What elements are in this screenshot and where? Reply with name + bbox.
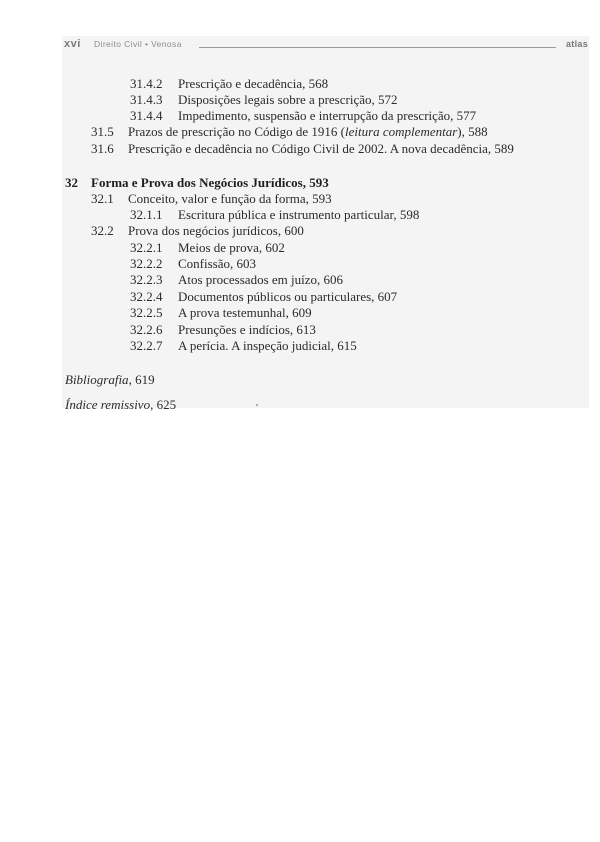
toc-entry-title: Prova dos negócios jurídicos, 600 xyxy=(128,223,304,238)
toc-entry-title: Documentos públicos ou particulares, 607 xyxy=(178,289,398,304)
toc-entry-title: Impedimento, suspensão e interrupção da prescrição, 577 xyxy=(178,108,477,123)
back-matter-page: , 619 xyxy=(128,372,155,387)
toc-entry-title: A perícia. A inspeção judicial, 615 xyxy=(178,338,357,353)
toc-entry-number: 32.1 xyxy=(91,191,114,206)
publisher-logo: atlas xyxy=(565,39,588,49)
toc-entry-title: Presunções e indícios, 613 xyxy=(178,322,316,337)
toc-entry-number: 32.2 xyxy=(91,223,114,238)
toc-entry-number: 31.4.3 xyxy=(130,92,163,107)
toc-entry-title: Confissão, 603 xyxy=(178,256,256,271)
toc-entry-title: Conceito, valor e função da forma, 593 xyxy=(128,191,332,206)
toc-entry-title: A prova testemunhal, 609 xyxy=(178,305,312,320)
back-matter-page: , 625 xyxy=(150,397,177,412)
toc-entry-title: Prescrição e decadência, 568 xyxy=(178,76,329,91)
toc-entry-number: 32.2.7 xyxy=(130,338,163,353)
back-matter-entry xyxy=(65,372,155,388)
scan-speck xyxy=(256,404,258,406)
toc-entry-number: 32.2.4 xyxy=(130,289,163,304)
back-matter-label: Bibliografia xyxy=(65,372,129,387)
toc-entry-number: 32.2.5 xyxy=(130,305,163,320)
toc-entry-title: Meios de prova, 602 xyxy=(178,240,285,255)
title-text: Prazos de prescrição no Código de 1916 ( xyxy=(128,124,345,139)
back-matter-label: Índice remissivo xyxy=(65,397,151,412)
toc-entry-title: Disposições legais sobre a prescrição, 572 xyxy=(178,92,398,107)
toc-entry-number: 32.2.1 xyxy=(130,240,163,255)
toc-chapter-number: 32 xyxy=(65,175,78,190)
header-running-title: Direito Civil • Venosa xyxy=(94,39,182,49)
toc-entry-number: 32.2.3 xyxy=(130,272,163,287)
back-matter-entry xyxy=(65,397,176,413)
title-page-text: ), 588 xyxy=(457,124,488,139)
header-rule xyxy=(199,47,556,48)
toc-entry-number: 31.5 xyxy=(91,124,114,139)
toc-chapter-title: Forma e Prova dos Negócios Jurídicos, 593 xyxy=(91,175,329,190)
header-page-number: xvi xyxy=(64,38,81,50)
toc-entry-title xyxy=(128,124,488,140)
toc-entry-title: Prescrição e decadência no Código Civil de 2002. A nova decadência, 589 xyxy=(128,141,514,156)
toc-entry-number: 32.2.2 xyxy=(130,256,163,271)
toc-entry-number: 31.4.4 xyxy=(130,108,163,123)
title-italic-text: leitura complementar xyxy=(344,124,458,139)
toc-entry-title: Atos processados em juízo, 606 xyxy=(178,272,344,287)
toc-entry-number: 31.6 xyxy=(91,141,114,156)
toc-entry-number: 32.1.1 xyxy=(130,207,163,222)
toc-entry-title: Escritura pública e instrumento particular, 598 xyxy=(178,207,420,222)
toc-entry-number: 32.2.6 xyxy=(130,322,163,337)
toc-entry-number: 31.4.2 xyxy=(130,76,163,91)
running-header xyxy=(64,38,588,54)
